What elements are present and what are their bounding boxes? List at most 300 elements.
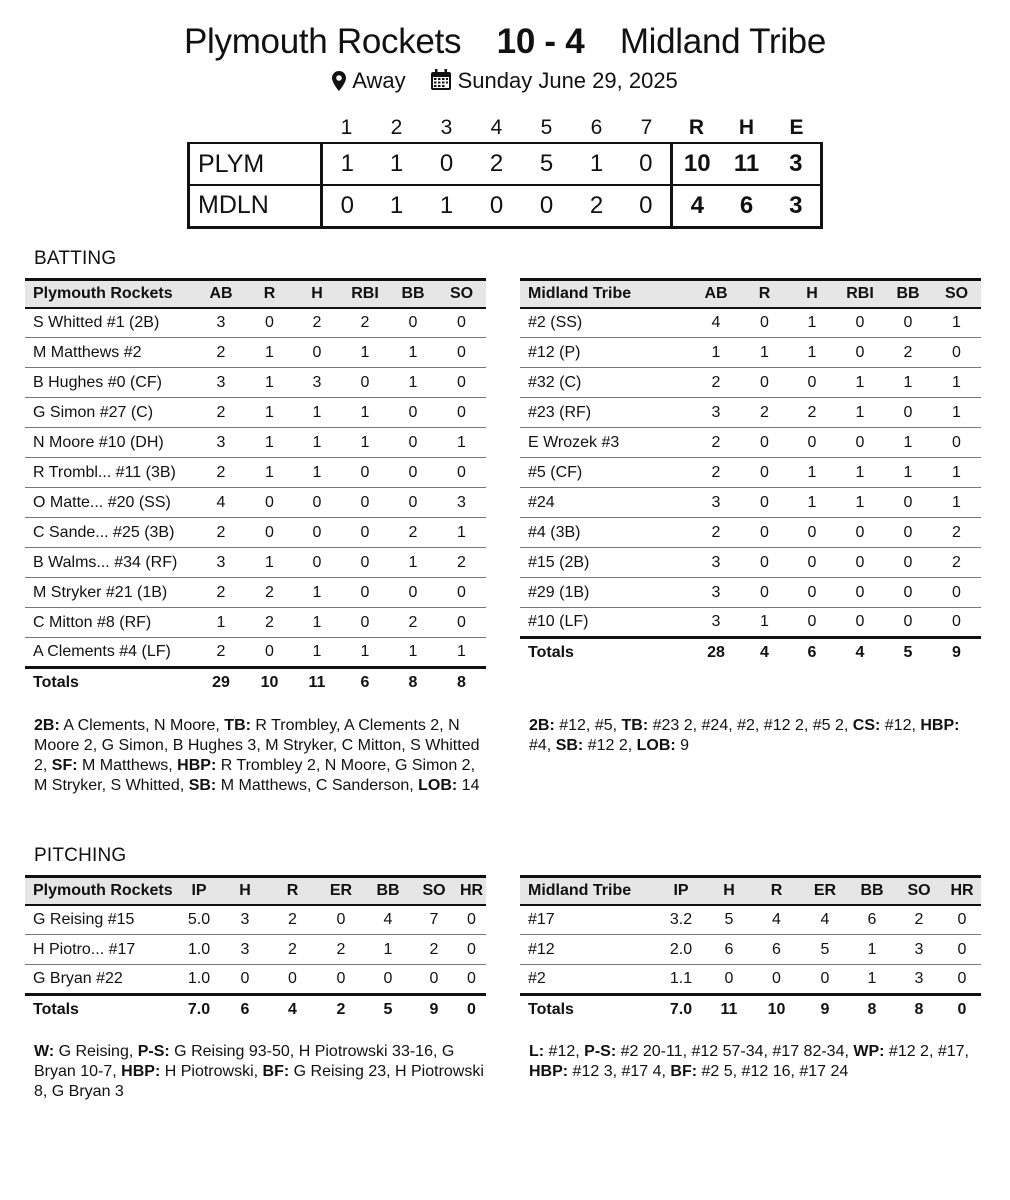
total-cell: 5 [383, 1001, 393, 1019]
note-value: 14 [457, 777, 480, 794]
player-name: #12 (P) [520, 338, 691, 368]
stat-cell: 1 [246, 458, 293, 488]
stat-cell: 2 [691, 518, 741, 548]
player-name: H Piotro... #17 [25, 935, 176, 965]
stat-cell: 3 [222, 905, 268, 935]
stat-column-header: SO [449, 284, 474, 302]
stat-column-header: BB [401, 284, 425, 302]
stat-cell: 0 [293, 488, 341, 518]
player-name: #2 [520, 965, 656, 995]
stat-cell: 1 [932, 488, 981, 518]
stat-cell: 3.2 [656, 905, 706, 935]
inning-header: 6 [590, 115, 603, 139]
note-value: 9 [675, 737, 690, 754]
stat-cell: 0 [741, 578, 788, 608]
stat-cell: 0 [437, 308, 486, 338]
stat-cell: 1.0 [176, 965, 222, 995]
total-hits: 11 [733, 150, 760, 177]
stat-cell: 1 [788, 308, 836, 338]
total-cell: 6 [807, 644, 817, 662]
stat-cell: 1 [849, 935, 895, 965]
stat-cell: 4 [365, 905, 411, 935]
inning-runs: 1 [589, 150, 604, 177]
stat-cell: 0 [884, 518, 932, 548]
stat-cell: 0 [437, 578, 486, 608]
stat-cell: 1 [293, 458, 341, 488]
stat-cell: 2 [389, 518, 437, 548]
player-name: E Wrozek #3 [520, 428, 691, 458]
map-pin-icon [332, 71, 346, 97]
stat-cell: 0 [884, 488, 932, 518]
stat-cell: 3 [196, 548, 246, 578]
stat-cell: 0 [437, 338, 486, 368]
note-value: #12 2, [583, 737, 637, 754]
stat-cell: 3 [222, 935, 268, 965]
stat-cell: 0 [884, 578, 932, 608]
note-key: WP: [853, 1043, 885, 1060]
stat-cell: 1 [341, 638, 389, 668]
stat-cell: 0 [293, 518, 341, 548]
stat-cell: 1 [836, 368, 884, 398]
stat-cell: 0 [457, 965, 486, 995]
stat-cell: 0 [389, 488, 437, 518]
stat-cell: 0 [884, 608, 932, 638]
inning-runs: 0 [489, 191, 504, 219]
stat-column-header: RBI [351, 284, 379, 302]
table-row [25, 488, 486, 518]
stat-cell: 0 [741, 548, 788, 578]
note-value: R Trombley, A Clements 2, N Moore 2, G Simon, B Hughes 3, M Stryker, C Mitton, S Whitted 2, [34, 717, 480, 774]
stat-cell: 2 [411, 935, 457, 965]
player-name: O Matte... #20 (SS) [25, 488, 196, 518]
note-key: TB: [621, 717, 649, 734]
pitching-section-title: PITCHING [34, 845, 127, 866]
table-row [25, 638, 486, 668]
note-value: #12 3, #17 4, [568, 1063, 671, 1080]
totals-label: Totals [33, 674, 79, 692]
stat-cell: 0 [365, 965, 411, 995]
stat-column-header: HR [950, 881, 974, 899]
stat-cell: 1 [932, 368, 981, 398]
table-row [25, 518, 486, 548]
stat-cell: 2 [341, 308, 389, 338]
line-score-team: PLYM [189, 143, 322, 185]
table-row [25, 368, 486, 398]
player-name: #32 (C) [520, 368, 691, 398]
total-errors: 3 [772, 143, 822, 185]
inning-runs: 1 [439, 191, 454, 219]
stat-cell: 1 [437, 638, 486, 668]
stat-cell: 0 [836, 548, 884, 578]
stat-cell: 1 [389, 638, 437, 668]
stat-cell: 1 [246, 548, 293, 578]
stat-column-header: R [263, 284, 276, 302]
note-value: #12, [880, 717, 921, 734]
total-runs: 10 [683, 150, 711, 177]
totals-label: Totals [528, 1001, 574, 1019]
total-cell: 8 [457, 674, 466, 692]
home-batting-notes [34, 716, 484, 796]
inning-runs: 0 [439, 150, 454, 177]
stat-column-header: BB [376, 881, 400, 899]
stat-cell: 0 [389, 578, 437, 608]
line-score-row [189, 143, 822, 185]
stat-cell: 1 [788, 458, 836, 488]
stat-cell: 2 [196, 338, 246, 368]
total-cell: 4 [855, 644, 865, 662]
table-row [520, 308, 981, 338]
stat-column-header: SO [907, 881, 931, 899]
stat-cell: 0 [341, 368, 389, 398]
stat-cell: 4 [752, 905, 801, 935]
table-row [520, 905, 981, 935]
stat-cell: 4 [196, 488, 246, 518]
stat-cell: 0 [389, 398, 437, 428]
inning-runs: 1 [389, 150, 404, 177]
totals-row [520, 995, 981, 1025]
total-cell: 0 [467, 1001, 476, 1019]
stat-cell: 0 [246, 518, 293, 548]
player-name: #12 [520, 935, 656, 965]
table-row [520, 398, 981, 428]
note-value: G Reising 93-50, H Piotrowski 33-16, G Bryan 10-7, [34, 1043, 455, 1080]
table-row [25, 458, 486, 488]
stat-cell: 1 [836, 398, 884, 428]
total-cell: 6 [240, 1001, 250, 1019]
stat-cell: 0 [788, 518, 836, 548]
stat-cell: 5 [706, 905, 752, 935]
note-key: TB: [224, 717, 251, 734]
stat-cell: 6 [752, 935, 801, 965]
stat-cell: 3 [196, 368, 246, 398]
note-value: H Piotrowski, [160, 1063, 263, 1080]
player-name: G Bryan #22 [25, 965, 176, 995]
total-cell: 11 [720, 1001, 738, 1019]
game-meta [0, 68, 1010, 97]
total-cell: 8 [867, 1001, 877, 1019]
note-key: W: [34, 1043, 55, 1060]
stat-cell: 1 [884, 368, 932, 398]
note-key: HBP: [920, 717, 960, 734]
stat-cell: 1 [246, 428, 293, 458]
stat-cell: 2 [293, 308, 341, 338]
stat-cell: 0 [341, 458, 389, 488]
total-cell: 6 [360, 674, 370, 692]
note-value: #23 2, #24, #2, #12 2, #5 2, [648, 717, 853, 734]
stat-cell: 0 [788, 428, 836, 458]
player-name: B Hughes #0 (CF) [25, 368, 196, 398]
stat-cell: 1 [884, 428, 932, 458]
stat-cell: 0 [457, 935, 486, 965]
calendar-icon [430, 69, 452, 97]
stat-cell: 2 [246, 608, 293, 638]
stat-cell: 3 [691, 578, 741, 608]
stat-cell: 0 [437, 398, 486, 428]
stat-column-header: R [286, 881, 299, 899]
player-name: #23 (RF) [520, 398, 691, 428]
stat-cell: 1 [341, 398, 389, 428]
stat-cell: 1 [932, 398, 981, 428]
stat-column-header: R [758, 284, 771, 302]
stat-cell: 2 [317, 935, 365, 965]
stat-column-header: RBI [846, 284, 874, 302]
total-cell: 11 [308, 674, 326, 692]
stat-cell: 2 [389, 608, 437, 638]
stat-column-header: H [723, 881, 735, 899]
stat-cell: 0 [293, 548, 341, 578]
stat-cell: 1 [932, 308, 981, 338]
stat-cell: 0 [246, 638, 293, 668]
player-name: B Walms... #34 (RF) [25, 548, 196, 578]
stat-cell: 3 [895, 935, 943, 965]
inning-runs: 0 [622, 143, 672, 185]
inning-runs: 5 [539, 150, 554, 177]
stat-cell: 1 [341, 428, 389, 458]
player-name: #4 (3B) [520, 518, 691, 548]
total-cell: 8 [914, 1001, 924, 1019]
note-value: #12, #5, [554, 717, 622, 734]
line-score-team: MDLN [189, 185, 322, 227]
note-value: #2 5, #12 16, #17 24 [697, 1063, 849, 1080]
player-name: M Stryker #21 (1B) [25, 578, 196, 608]
stat-cell: 2 [691, 458, 741, 488]
stat-cell: 0 [741, 428, 788, 458]
stat-cell: 1.1 [656, 965, 706, 995]
total-cell: 5 [903, 644, 913, 662]
stat-column-header: IP [191, 881, 207, 899]
table-row [520, 965, 981, 995]
stat-cell: 1 [246, 398, 293, 428]
stat-cell: 0 [884, 308, 932, 338]
stat-column-header: HR [459, 881, 484, 899]
stat-cell: 3 [196, 308, 246, 338]
inning-runs: 1 [340, 150, 354, 177]
inning-runs: 0 [539, 191, 554, 219]
player-name: C Sande... #25 (3B) [25, 518, 196, 548]
note-key: BF: [670, 1063, 698, 1080]
final-score: 10 - 4 [496, 22, 585, 61]
stat-column-header: ER [813, 881, 837, 899]
totals-label: Totals [33, 1001, 79, 1019]
stat-cell: 3 [691, 608, 741, 638]
stat-cell: 0 [341, 608, 389, 638]
stat-cell: 2 [196, 518, 246, 548]
stat-column-header: AB [209, 284, 233, 302]
stat-cell: 0 [836, 428, 884, 458]
stat-cell: 0 [741, 368, 788, 398]
game-header [0, 22, 1010, 97]
stat-cell: 2.0 [656, 935, 706, 965]
total-cell: 4 [288, 1001, 297, 1019]
inning-runs: 2 [589, 191, 604, 219]
stat-cell: 0 [836, 608, 884, 638]
table-header-row [520, 877, 981, 905]
stat-cell: 0 [788, 608, 836, 638]
stat-cell: 2 [437, 548, 486, 578]
table-row [25, 398, 486, 428]
player-name: #10 (LF) [520, 608, 691, 638]
stat-cell: 0 [317, 905, 365, 935]
stat-cell: 3 [895, 965, 943, 995]
totals-row [25, 668, 486, 698]
note-key: P-S: [137, 1043, 170, 1060]
location-label: Away [352, 68, 406, 93]
stat-cell: 2 [268, 935, 317, 965]
table-row [25, 608, 486, 638]
stat-cell: 0 [741, 488, 788, 518]
stat-cell: 0 [437, 458, 486, 488]
stat-column-header: ER [329, 881, 353, 899]
stat-cell: 0 [341, 518, 389, 548]
total-cell: 9 [820, 1001, 830, 1019]
line-score-row [189, 185, 822, 227]
note-key: CS: [852, 717, 881, 734]
stat-cell: 0 [788, 578, 836, 608]
stat-cell: 0 [293, 338, 341, 368]
stat-cell: 2 [196, 458, 246, 488]
stat-cell: 1 [293, 608, 341, 638]
stat-cell: 0 [752, 965, 801, 995]
player-name: M Matthews #2 [25, 338, 196, 368]
total-cell: 0 [957, 1001, 967, 1019]
stat-cell: 0 [741, 308, 788, 338]
stat-cell: 0 [246, 488, 293, 518]
note-value: #2 20-11, #12 57-34, #17 82-34, [616, 1043, 854, 1060]
stat-column-header: H [239, 881, 251, 899]
stat-cell: 5.0 [176, 905, 222, 935]
home-pitching-notes [34, 1042, 484, 1102]
stat-cell: 1 [246, 368, 293, 398]
inning-header: 3 [440, 115, 453, 139]
stat-cell: 2 [884, 338, 932, 368]
note-value: G Reising 23, H Piotrowski 8, G Bryan 3 [34, 1063, 484, 1100]
table-row [25, 338, 486, 368]
stat-cell: 1 [293, 638, 341, 668]
table-row [520, 488, 981, 518]
stat-cell: 1 [365, 935, 411, 965]
inning-header: 5 [540, 115, 553, 139]
table-header-row [25, 877, 486, 905]
stat-cell: 2 [246, 578, 293, 608]
note-value: #12, [544, 1043, 585, 1060]
stat-cell: 1 [293, 428, 341, 458]
stat-cell: 1 [196, 608, 246, 638]
game-date: Sunday June 29, 2025 [457, 68, 678, 93]
note-value: R Trombley 2, N Moore, G Simon 2, M Stryker, S Whitted, [34, 757, 476, 794]
player-name: G Simon #27 (C) [25, 398, 196, 428]
note-key: 2B: [34, 717, 60, 734]
note-key: 2B: [529, 717, 555, 734]
batting-section-title: BATTING [34, 248, 117, 269]
total-cell: 9 [429, 1001, 439, 1019]
stat-cell: 1 [849, 965, 895, 995]
stat-cell: 6 [849, 905, 895, 935]
total-errors: 3 [772, 185, 822, 227]
stat-cell: 0 [884, 398, 932, 428]
table-row [25, 548, 486, 578]
stat-cell: 0 [932, 578, 981, 608]
note-key: HBP: [177, 757, 217, 774]
table-row [25, 578, 486, 608]
stat-cell: 0 [741, 518, 788, 548]
line-score-table [187, 113, 823, 229]
player-name: #5 (CF) [520, 458, 691, 488]
stat-cell: 0 [437, 368, 486, 398]
inning-runs: 2 [489, 150, 504, 177]
stat-cell: 0 [788, 548, 836, 578]
player-name: #24 [520, 488, 691, 518]
stat-cell: 1 [836, 458, 884, 488]
stat-cell: 0 [389, 428, 437, 458]
note-key: SB: [188, 777, 217, 794]
table-row [25, 965, 486, 995]
stat-cell: 1 [389, 368, 437, 398]
matchup-title [0, 22, 1010, 62]
home-pitching-table [25, 875, 486, 1025]
table-row [520, 368, 981, 398]
stat-cell: 0 [389, 308, 437, 338]
stat-cell: 0 [788, 368, 836, 398]
stat-cell: 1 [932, 458, 981, 488]
stat-cell: 3 [293, 368, 341, 398]
stat-cell: 0 [389, 458, 437, 488]
player-name: N Moore #10 (DH) [25, 428, 196, 458]
team-column-header: Midland Tribe [528, 881, 632, 899]
stat-cell: 2 [741, 398, 788, 428]
stat-cell: 3 [196, 428, 246, 458]
table-row [520, 935, 981, 965]
inning-runs: 0 [340, 191, 354, 219]
stat-cell: 0 [268, 965, 317, 995]
stat-column-header: BB [896, 284, 920, 302]
stat-cell: 1 [741, 608, 788, 638]
stat-cell: 2 [196, 638, 246, 668]
stat-column-header: IP [673, 881, 689, 899]
table-row [25, 308, 486, 338]
stat-cell: 1 [884, 458, 932, 488]
totals-row [520, 638, 981, 668]
stat-column-header: BB [860, 881, 884, 899]
note-value: #4, [529, 737, 556, 754]
stat-cell: 1 [691, 338, 741, 368]
stat-cell: 0 [411, 965, 457, 995]
table-header-row [520, 280, 981, 308]
total-cell: 10 [260, 674, 279, 692]
note-key: SB: [555, 737, 584, 754]
home-team-name: Plymouth Rockets [183, 22, 462, 61]
away-pitching-notes [529, 1042, 979, 1082]
stat-cell: 2 [932, 548, 981, 578]
stat-cell: 0 [836, 338, 884, 368]
total-cell: 28 [707, 644, 725, 662]
stat-cell: 0 [932, 608, 981, 638]
stat-column-header: R [770, 881, 783, 899]
errors-header: E [789, 115, 804, 139]
stat-cell: 2 [932, 518, 981, 548]
table-row [520, 428, 981, 458]
inning-header: 1 [340, 115, 353, 139]
inning-header: 7 [640, 115, 653, 139]
stat-cell: 1 [788, 338, 836, 368]
table-row [520, 578, 981, 608]
stat-cell: 0 [341, 488, 389, 518]
stat-cell: 5 [801, 935, 849, 965]
note-key: LOB: [636, 737, 676, 754]
away-batting-notes [529, 716, 979, 756]
inning-header: 4 [490, 115, 503, 139]
stat-cell: 0 [341, 578, 389, 608]
stat-cell: 0 [741, 458, 788, 488]
